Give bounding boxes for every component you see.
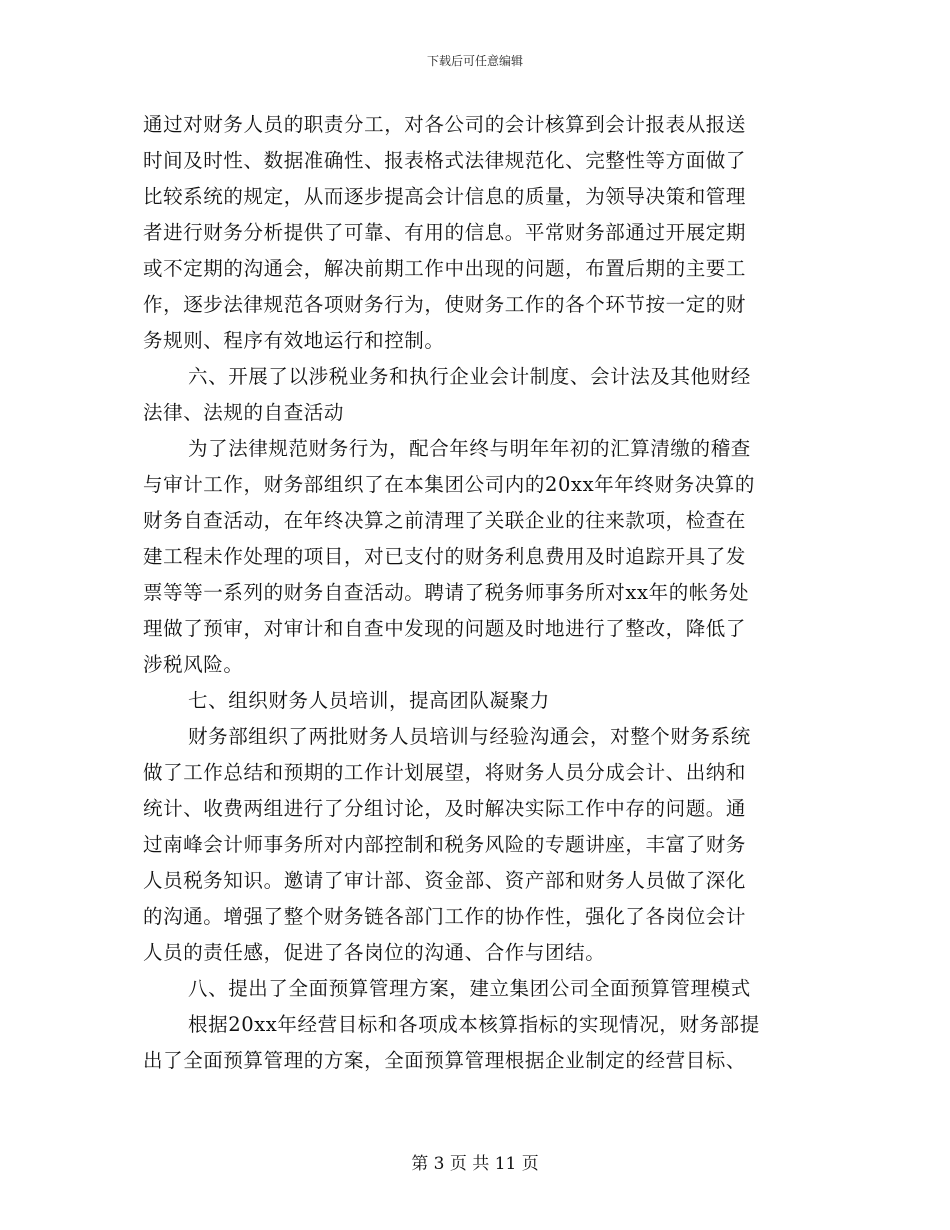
text-line: 财务自查活动，在年终决算之前清理了关联企业的往来款项，检查在: [143, 509, 747, 532]
text-line: 根据20xx年经营目标和各项成本核算指标的实现情况，财务部提: [188, 1013, 760, 1036]
text-line: 作，逐步法律规范各项财务行为，使财务工作的各个环节按一定的财: [143, 293, 747, 316]
section-heading-6: 六、开展了以涉税业务和执行企业会计制度、会计法及其他财经: [188, 365, 751, 388]
text-line: 时间及时性、数据准确性、报表格式法律规范化、完整性等方面做了: [143, 149, 747, 172]
text-line: 涉税风险。: [143, 653, 244, 676]
text-line: 过南峰会计师事务所对内部控制和税务风险的专题讲座，丰富了财务: [143, 833, 747, 856]
text-line: 建工程未作处理的项目，对已支付的财务利息费用及时追踪开具了发: [143, 545, 747, 568]
text-line: 或不定期的沟通会，解决前期工作中出现的问题，布置后期的主要工: [143, 257, 747, 280]
text-line: 人员税务知识。邀请了审计部、资金部、资产部和财务人员做了深化: [143, 869, 747, 892]
text-line: 出了全面预算管理的方案，全面预算管理根据企业制定的经营目标、: [143, 1049, 747, 1072]
text-line: 的沟通。增强了整个财务链各部门工作的协作性，强化了各岗位会计: [143, 905, 747, 928]
text-line: 比较系统的规定，从而逐步提高会计信息的质量，为领导决策和管理: [143, 185, 747, 208]
page-header: 下载后可任意编辑: [426, 54, 523, 68]
text-line: 票等等一系列的财务自查活动。聘请了税务师事务所对xx年的帐务处: [143, 581, 750, 604]
text-line: 为了法律规范财务行为，配合年终与明年年初的汇算清缴的稽查: [188, 437, 751, 460]
section-heading-8: 八、提出了全面预算管理方案，建立集团公司全面预算管理模式: [188, 977, 751, 1000]
text-line: 务规则、程序有效地运行和控制。: [143, 329, 445, 352]
section-heading-7: 七、组织财务人员培训，提高团队凝聚力: [188, 689, 550, 712]
text-line: 者进行财务分析提供了可靠、有用的信息。平常财务部通过开展定期: [143, 221, 747, 244]
text-line: 做了工作总结和预期的工作计划展望，将财务人员分成会计、出纳和: [143, 761, 747, 784]
text-line: 财务部组织了两批财务人员培训与经验沟通会，对整个财务系统: [188, 725, 751, 748]
text-line: 通过对财务人员的职责分工，对各公司的会计核算到会计报表从报送: [143, 113, 747, 136]
text-line: 与审计工作，财务部组织了在本集团公司内的20xx年年终财务决算的: [143, 473, 756, 496]
document-body: [143, 107, 803, 1079]
text-line: 理做了预审，对审计和自查中发现的问题及时地进行了整改，降低了: [143, 617, 747, 640]
text-line: 统计、收费两组进行了分组讨论，及时解决实际工作中存的问题。通: [143, 797, 747, 820]
text-line: 人员的责任感，促进了各岗位的沟通、合作与团结。: [143, 941, 606, 964]
text-line: 法律、法规的自查活动: [143, 401, 345, 424]
page-footer: 第 3 页 共 11 页: [411, 1154, 539, 1174]
